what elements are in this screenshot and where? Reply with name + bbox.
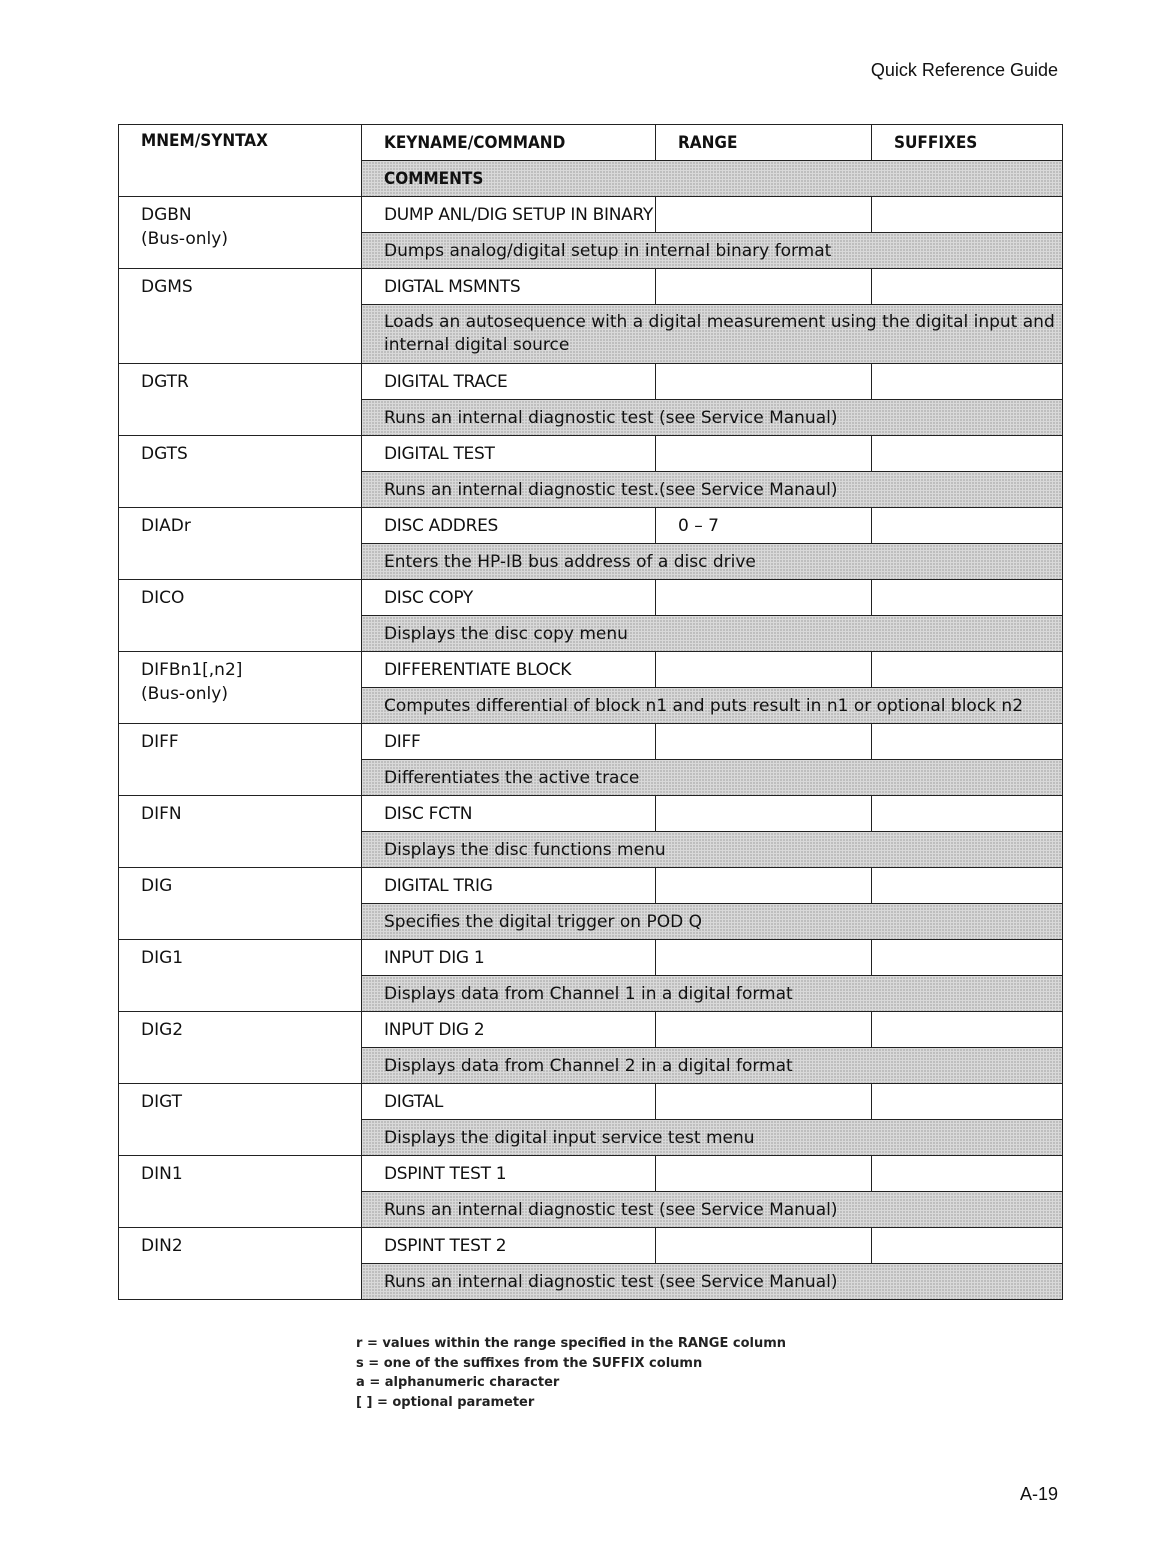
column-header-keyname-command: KEYNAME/COMMAND <box>362 125 656 161</box>
column-header-mnem-syntax: MNEM/SYNTAX <box>119 125 362 197</box>
cell-mnem-syntax <box>119 364 362 436</box>
legend-item <box>356 1354 786 1374</box>
cell-suffixes <box>872 269 1063 305</box>
cell-comment: Displays the disc copy menu <box>362 616 1063 652</box>
cell-suffixes <box>872 1156 1063 1192</box>
mnem-text: DGTS <box>141 444 188 464</box>
legend-symbol: [ ] <box>356 1394 373 1410</box>
mnem-text: DIN1 <box>141 1164 183 1184</box>
cell-range <box>656 364 872 400</box>
cell-range <box>656 1012 872 1048</box>
page-header-title: Quick Reference Guide <box>870 60 1058 80</box>
cell-range <box>656 1228 872 1264</box>
cell-comment: Runs an internal diagnostic test.(see Service Manaul) <box>362 472 1063 508</box>
table-row <box>119 269 1063 305</box>
legend-text: = optional parameter <box>376 1394 535 1410</box>
cell-mnem-syntax <box>119 580 362 652</box>
table-row <box>119 1012 1063 1048</box>
cell-range <box>656 796 872 832</box>
table-row <box>119 436 1063 472</box>
cell-mnem-syntax <box>119 1012 362 1084</box>
mnem-text: DICO <box>141 588 185 608</box>
column-header-range: RANGE <box>656 125 872 161</box>
cell-suffixes <box>872 1012 1063 1048</box>
cell-suffixes <box>872 1084 1063 1120</box>
cell-mnem-syntax <box>119 508 362 580</box>
table-row <box>119 1084 1063 1120</box>
table-body <box>119 197 1063 1300</box>
cell-comment: Loads an autosequence with a digital measurement using the digital input and internal digital source <box>362 305 1063 364</box>
legend-symbol: r <box>356 1336 363 1351</box>
cell-mnem-syntax <box>119 1228 362 1300</box>
cell-mnem-syntax <box>119 436 362 508</box>
legend-text: = one of the suffixes from the SUFFIX column <box>368 1355 703 1371</box>
cell-range <box>656 436 872 472</box>
cell-comment: Enters the HP-IB bus address of a disc drive <box>362 544 1063 580</box>
cell-comment: Dumps analog/digital setup in internal binary format <box>362 233 1063 269</box>
column-header-comments: COMMENTS <box>362 161 1063 197</box>
cell-keyname-command: DISC FCTN <box>362 796 656 832</box>
cell-keyname-command: DIFFERENTIATE BLOCK <box>362 652 656 688</box>
cell-mnem-syntax <box>119 868 362 940</box>
cell-suffixes <box>872 724 1063 760</box>
cell-keyname-command: DSPINT TEST 2 <box>362 1228 656 1264</box>
cell-comment: Displays the disc functions menu <box>362 832 1063 868</box>
mnem-text: DIG <box>141 876 173 896</box>
mnem-text: DGMS <box>141 277 193 297</box>
table-row <box>119 724 1063 760</box>
mnem-text: DIG1 <box>141 948 184 968</box>
cell-mnem-syntax <box>119 724 362 796</box>
cell-comment: Runs an internal diagnostic test (see Service Manual) <box>362 400 1063 436</box>
mnem-note: (Bus-only) <box>141 684 228 704</box>
cell-mnem-syntax <box>119 1084 362 1156</box>
cell-keyname-command: DIGTAL MSMNTS <box>362 269 656 305</box>
table-row <box>119 508 1063 544</box>
table-row <box>119 796 1063 832</box>
cell-comment: Specifies the digital trigger on POD Q <box>362 904 1063 940</box>
cell-suffixes <box>872 796 1063 832</box>
mnem-text: DIG2 <box>141 1020 184 1040</box>
cell-comment: Displays data from Channel 2 in a digital format <box>362 1048 1063 1084</box>
legend-item <box>356 1334 786 1354</box>
mnem-text: DGTR <box>141 372 189 392</box>
table-row <box>119 1156 1063 1192</box>
table-row <box>119 364 1063 400</box>
legend-symbol: s <box>356 1355 364 1371</box>
mnem-text: DIFBn1[,n2] <box>141 660 243 680</box>
mnem-text: DIGT <box>141 1092 183 1112</box>
mnem-text: DIADr <box>141 516 191 536</box>
cell-comment: Computes differential of block n1 and puts result in n1 or optional block n2 <box>362 688 1063 724</box>
legend-text: = alphanumeric character <box>369 1375 560 1390</box>
cell-comment: Displays the digital input service test menu <box>362 1120 1063 1156</box>
cell-comment: Displays data from Channel 1 in a digital format <box>362 976 1063 1012</box>
cell-suffixes <box>872 364 1063 400</box>
table-row <box>119 940 1063 976</box>
cell-range <box>656 580 872 616</box>
cell-keyname-command: INPUT DIG 1 <box>362 940 656 976</box>
cell-keyname-command: DIGITAL TEST <box>362 436 656 472</box>
cell-keyname-command: DIGTAL <box>362 1084 656 1120</box>
cell-keyname-command: DSPINT TEST 1 <box>362 1156 656 1192</box>
cell-mnem-syntax <box>119 652 362 724</box>
cell-range <box>656 652 872 688</box>
table-row <box>119 868 1063 904</box>
cell-keyname-command: DIFF <box>362 724 656 760</box>
cell-range <box>656 868 872 904</box>
cell-suffixes <box>872 508 1063 544</box>
cell-range <box>656 940 872 976</box>
mnem-text: DIFN <box>141 804 182 824</box>
mnem-note: (Bus-only) <box>141 229 228 249</box>
legend-symbol: a <box>356 1375 365 1390</box>
quick-reference-table <box>118 124 1063 1300</box>
table-row <box>119 1228 1063 1264</box>
table-row <box>119 652 1063 688</box>
cell-range <box>656 724 872 760</box>
cell-comment: Runs an internal diagnostic test (see Service Manual) <box>362 1192 1063 1228</box>
cell-suffixes <box>872 940 1063 976</box>
cell-mnem-syntax <box>119 796 362 868</box>
legend-text: = values within the range specified in the RANGE column <box>366 1336 787 1351</box>
table-header <box>119 125 1063 197</box>
cell-comment: Runs an internal diagnostic test (see Service Manual) <box>362 1264 1063 1300</box>
legend-item <box>356 1373 786 1393</box>
cell-suffixes <box>872 652 1063 688</box>
cell-suffixes <box>872 197 1063 233</box>
legend <box>356 1334 786 1412</box>
cell-range <box>656 1156 872 1192</box>
cell-mnem-syntax <box>119 940 362 1012</box>
cell-suffixes <box>872 580 1063 616</box>
cell-keyname-command: DISC ADDRES <box>362 508 656 544</box>
mnem-text: DIN2 <box>141 1236 183 1256</box>
column-header-suffixes: SUFFIXES <box>872 125 1063 161</box>
cell-range <box>656 197 872 233</box>
cell-keyname-command: DISC COPY <box>362 580 656 616</box>
legend-item <box>356 1393 786 1413</box>
cell-keyname-command: DUMP ANL/DIG SETUP IN BINARY <box>362 197 656 233</box>
cell-range: 0 – 7 <box>656 508 872 544</box>
cell-mnem-syntax <box>119 269 362 364</box>
cell-comment: Differentiates the active trace <box>362 760 1063 796</box>
cell-mnem-syntax <box>119 197 362 269</box>
cell-keyname-command: DIGITAL TRIG <box>362 868 656 904</box>
mnem-text: DIFF <box>141 732 179 752</box>
cell-range <box>656 1084 872 1120</box>
cell-keyname-command: DIGITAL TRACE <box>362 364 656 400</box>
page-number: A-19 <box>1019 1484 1058 1504</box>
mnem-text: DGBN <box>141 205 192 225</box>
cell-keyname-command: INPUT DIG 2 <box>362 1012 656 1048</box>
cell-suffixes <box>872 868 1063 904</box>
cell-suffixes <box>872 1228 1063 1264</box>
table-row <box>119 580 1063 616</box>
table-row <box>119 197 1063 233</box>
cell-range <box>656 269 872 305</box>
cell-suffixes <box>872 436 1063 472</box>
cell-mnem-syntax <box>119 1156 362 1228</box>
